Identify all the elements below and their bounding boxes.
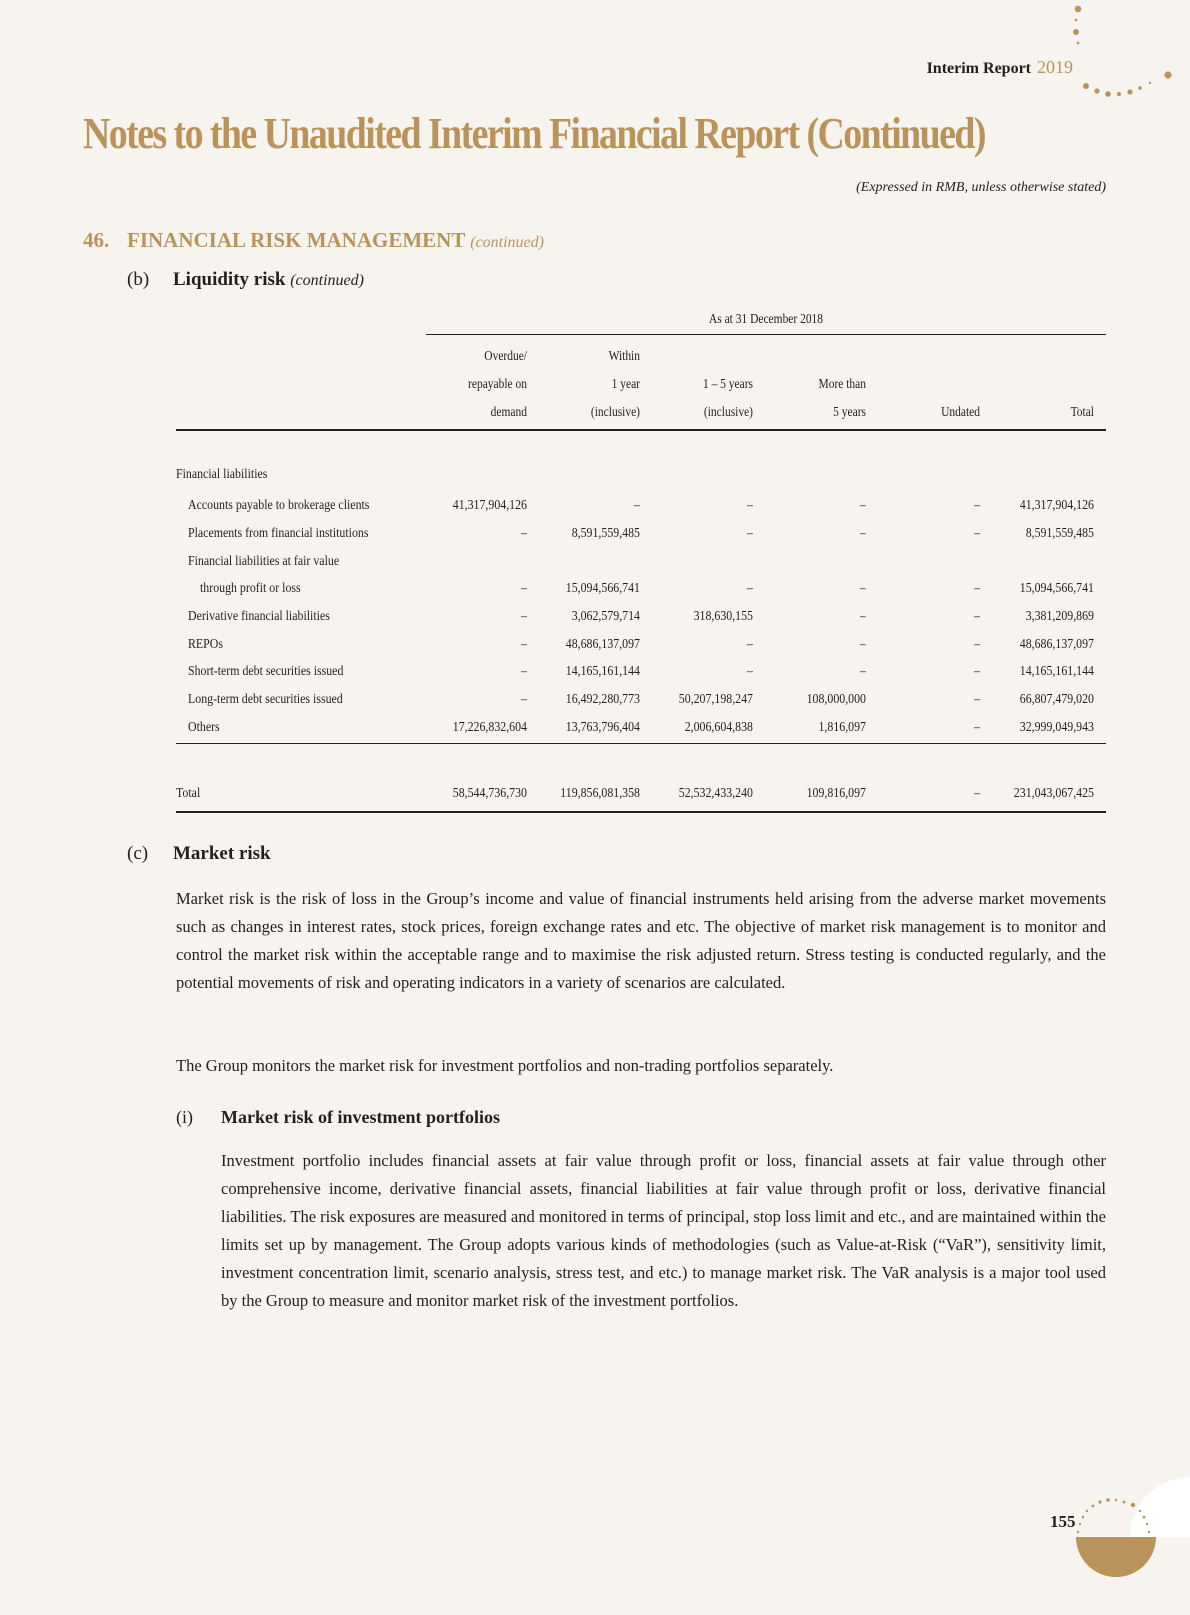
subsection-title: Liquidity risk [173, 269, 286, 290]
table-cell: 41,317,904,126 [452, 497, 527, 512]
table-cell: – [521, 608, 527, 623]
market-risk-paragraph: Market risk is the risk of loss in the Group’s income and value of financial instruments held arising from the adverse market movements such as changes in interest rates, stock prices, foreign exchange rates and etc. The objective of market risk management is to monitor and control the market risk within the acceptable range and to maximise the risk adjusted return. Stress testing is conducted regularly, and the potential movements of risk and operating indicators in a variety of scenarios are calculated. [176, 889, 1106, 992]
section-title: FINANCIAL RISK MANAGEMENT [127, 228, 465, 252]
table-period-caption: As at 31 December 2018 [708, 311, 824, 326]
table-row-label: Accounts payable to brokerage clients [188, 497, 370, 512]
subsection-label: (i) [176, 1107, 193, 1127]
table-cell: – [974, 525, 980, 540]
page-number: 155 [1050, 1512, 1076, 1531]
subsection-label: (c) [127, 843, 149, 864]
table-row-label: Derivative financial liabilities [188, 608, 330, 623]
table-cell: 17,226,832,604 [452, 719, 527, 734]
table-cell: 66,807,479,020 [1019, 691, 1094, 706]
table-row-label: Short-term debt securities issued [188, 663, 344, 678]
column-header: 5 years [833, 404, 866, 419]
table-cell: 14,165,161,144 [565, 663, 640, 678]
subsection-title: Market risk of investment portfolios [221, 1107, 500, 1127]
section-continued: (continued) [470, 234, 544, 251]
table-cell: – [974, 636, 980, 651]
total-cell: 52,532,433,240 [678, 785, 753, 800]
table-cell: 2,006,604,838 [684, 719, 753, 734]
decorative-dots-icon [1040, 0, 1190, 110]
table-cell: – [860, 525, 866, 540]
total-cell: 119,856,081,358 [560, 785, 640, 800]
table-row-label: Financial liabilities at fair value [188, 553, 340, 568]
table-cell: 48,686,137,097 [565, 636, 640, 651]
table-cell: – [747, 497, 753, 512]
table-cell: 32,999,049,943 [1019, 719, 1094, 734]
column-header: repayable on [468, 376, 527, 391]
table-cell: 50,207,198,247 [678, 691, 753, 706]
table-cell: – [521, 580, 527, 595]
header-divider [176, 429, 1106, 431]
column-header: demand [490, 404, 527, 419]
table-cell: 8,591,559,485 [1025, 525, 1094, 540]
total-cell: 58,544,736,730 [452, 785, 527, 800]
total-divider [176, 811, 1106, 813]
subtotal-divider [176, 743, 1106, 744]
table-cell: 41,317,904,126 [1019, 497, 1094, 512]
table-row-label: through profit or loss [200, 580, 301, 595]
table-cell: – [747, 580, 753, 595]
column-header: (inclusive) [590, 404, 640, 419]
subsection-continued: (continued) [290, 272, 364, 289]
table-cell: 318,630,155 [693, 608, 753, 623]
subsection-title: Market risk [173, 843, 271, 864]
column-header: Within [608, 348, 640, 363]
table-cell: 8,591,559,485 [571, 525, 640, 540]
table-cell: – [521, 691, 527, 706]
subsection-heading-c [127, 843, 271, 865]
column-header: (inclusive) [703, 404, 753, 419]
table-cell: 15,094,566,741 [1019, 580, 1094, 595]
caption-divider [426, 334, 1106, 335]
total-row-label: Total [176, 785, 201, 800]
table-cell: 16,492,280,773 [565, 691, 640, 706]
report-label: Interim Report [926, 60, 1031, 77]
table-cell: 13,763,796,404 [565, 719, 640, 734]
table-cell: 3,381,209,869 [1025, 608, 1094, 623]
table-cell: 3,062,579,714 [571, 608, 640, 623]
investment-portfolio-paragraph: Investment portfolio includes financial assets at fair value through profit or loss, financial assets at fair value through other comprehensive income, derivative financial assets, financial liabilities at fair value through profit or loss, derivative financial liabilities. The risk exposures are measured and monitored in terms of principal, stop loss limit and etc., and are maintained within the limits set up by management. The Group adopts various kinds of methodologies (such as Value-at-Risk (“VaR”), sensitivity limit, investment concentration limit, scenario analysis, stress test, and etc.) to manage market risk. The VaR analysis is a major tool used by the Group to measure and monitor market risk of the investment portfolios. [221, 1151, 1106, 1310]
column-header: 1 year [611, 376, 640, 391]
column-header: Undated [941, 404, 980, 419]
subsection-heading-i [176, 1107, 500, 1128]
subsection-label: (b) [127, 269, 150, 290]
table-cell: – [860, 580, 866, 595]
table-cell: – [860, 636, 866, 651]
report-header [927, 57, 1073, 78]
table-cell: – [521, 525, 527, 540]
table-cell: – [634, 497, 640, 512]
table-row-label: REPOs [188, 636, 223, 651]
table-cell: 48,686,137,097 [1019, 636, 1094, 651]
group-label: Financial liabilities [176, 466, 268, 481]
table-cell: 15,094,566,741 [565, 580, 640, 595]
column-header: More than [818, 376, 866, 391]
total-cell: – [974, 785, 980, 800]
table-cell: – [521, 663, 527, 678]
table-cell: – [974, 580, 980, 595]
table-cell: 108,000,000 [806, 691, 866, 706]
table-cell: – [521, 636, 527, 651]
market-risk-monitoring-paragraph: The Group monitors the market risk for investment portfolios and non-trading portfolios separately. [176, 1056, 834, 1075]
table-cell: 1,816,097 [818, 719, 866, 734]
table-cell: – [974, 691, 980, 706]
table-cell: – [974, 608, 980, 623]
subsection-heading-b [127, 269, 364, 291]
table-cell: – [860, 497, 866, 512]
table-cell: – [747, 663, 753, 678]
section-number: 46. [83, 228, 110, 252]
total-cell: 109,816,097 [806, 785, 866, 800]
page-corner-decoration-icon [1040, 1470, 1190, 1615]
column-header: Overdue/ [484, 348, 527, 363]
table-cell: – [974, 497, 980, 512]
table-row-label: Others [188, 719, 220, 734]
table-row-label: Long-term debt securities issued [188, 691, 343, 706]
table-cell: – [974, 719, 980, 734]
column-header: 1 – 5 years [702, 376, 753, 391]
table-cell: – [860, 608, 866, 623]
section-heading [83, 228, 544, 253]
total-cell: 231,043,067,425 [1013, 785, 1094, 800]
table-cell: – [860, 663, 866, 678]
report-year: 2019 [1037, 57, 1073, 77]
table-cell: – [747, 525, 753, 540]
table-row-label: Placements from financial institutions [188, 525, 369, 540]
table-cell: 14,165,161,144 [1019, 663, 1094, 678]
table-cell: – [974, 663, 980, 678]
table-cell: – [747, 636, 753, 651]
currency-note: (Expressed in RMB, unless otherwise stated) [856, 180, 1106, 195]
page-title: Notes to the Unaudited Interim Financial Report (Continued) [83, 109, 985, 158]
column-header: Total [1070, 404, 1094, 419]
